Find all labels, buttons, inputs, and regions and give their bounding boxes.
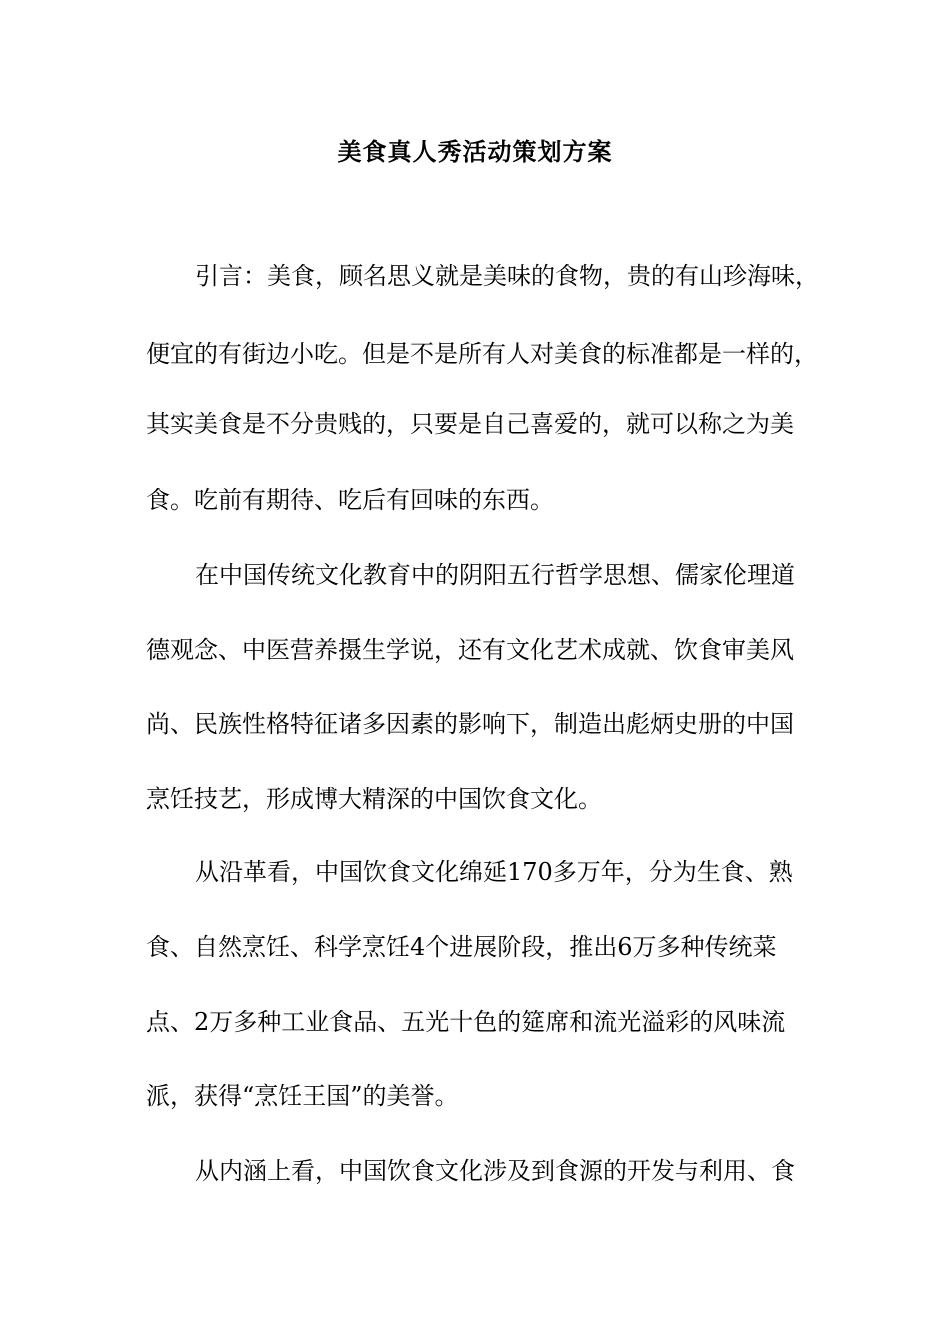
- paragraph-intro-line-1: 引言：美食，顾名思义就是美味的食物，贵的有山珍海味，: [195, 262, 819, 290]
- paragraph-culture-line-3: 尚、民族性格特征诸多因素的影响下，制造出彪炳史册的中国: [146, 710, 794, 738]
- page-title: 美食真人秀活动策划方案: [337, 137, 613, 166]
- paragraph-intro-line-2: 便宜的有街边小吃。但是不是所有人对美食的标准都是一样的，: [146, 340, 818, 368]
- paragraph-intro-line-3: 其实美食是不分贵贱的，只要是自己喜爱的，就可以称之为美: [146, 410, 794, 438]
- paragraph-intro-line-4: 食。吃前有期待、吃后有回味的东西。: [146, 486, 554, 514]
- paragraph-content-line-1: 从内涵上看，中国饮食文化涉及到食源的开发与利用、食: [195, 1157, 795, 1185]
- paragraph-history-line-2: 食、自然烹饪、科学烹饪4个进展阶段，推出6万多种传统菜: [146, 933, 777, 961]
- paragraph-culture-line-4: 烹饪技艺，形成博大精深的中国饮食文化。: [146, 785, 602, 813]
- paragraph-history-line-1: 从沿革看，中国饮食文化绵延170多万年，分为生食、熟: [195, 858, 793, 886]
- paragraph-culture-line-1: 在中国传统文化教育中的阴阳五行哲学思想、儒家伦理道: [195, 561, 795, 589]
- paragraph-history-line-4: 派，获得“烹饪王国”的美誉。: [146, 1082, 459, 1110]
- paragraph-history-line-3: 点、2万多种工业食品、五光十色的筵席和流光溢彩的风味流: [146, 1008, 786, 1036]
- paragraph-culture-line-2: 德观念、中医营养摄生学说，还有文化艺术成就、饮食审美风: [146, 636, 794, 664]
